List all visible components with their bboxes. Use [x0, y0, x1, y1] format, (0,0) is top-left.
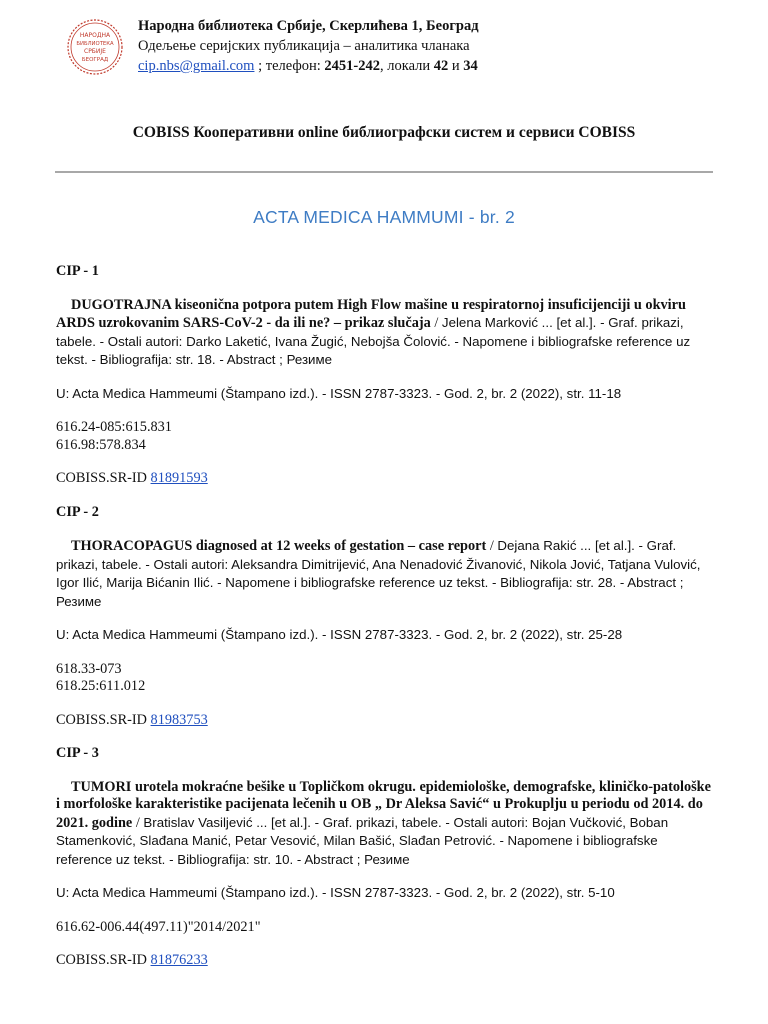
- header-text: [138, 16, 718, 76]
- udc-code: 616.98:578.834: [56, 436, 146, 453]
- phone-number: 2451-242: [324, 58, 381, 74]
- department-name: Одељење серијских публикација – аналитика чланака: [138, 38, 470, 54]
- record-description: DUGOTRAJNA kiseonična potpora putem High Flow mašine u respiratornoj insuficijenciji u okviru ARDS uzrokovanim SARS-CoV-2 - da ili ne? – prikaz slučaja / Jelena Marković ... [et al.]. - Graf. prikazi, tabele. - Ostali autori: Darko Laketić, Ivana Žugić, Nebojša Čolović. - Napomene i bibliografske reference uz tekst. - Bibliografija: str. 18. - Abstract ; Резиме: [56, 296, 691, 367]
- udc-codes: [56, 919, 712, 937]
- contact-line: cip.nbs@gmail.com ; телефон: 2451-242, локали 42 и 34: [138, 58, 478, 74]
- record-title: DUGOTRAJNA kiseonična potpora putem High Flow mašine u respiratornoj insuficijenciji u okviru ARDS uzrokovanim SARS-CoV-2 - da ili ne? – prikaz slučaja: [56, 296, 686, 331]
- cobiss-id: COBISS.SR-ID 81891593: [56, 470, 208, 486]
- record-title: TUMORI urotela mokraćne bešike u Topličkom okrugu. epidemiološke, demografske, kliničko-patološke i morfološke karakteristike pacijenata lečenih u OB „ Dr Aleksa Savić“ u Prokuplju u periodu od 2014. do 2021. godine: [56, 778, 711, 831]
- udc-code: 616.62-006.44(497.11)"2014/2021": [56, 918, 261, 935]
- record-source: U: Acta Medica Hammeumi (Štampano izd.). - ISSN 2787-3323. - God. 2, br. 2 (2022), str. 11-18: [56, 385, 622, 401]
- divider: [55, 171, 713, 173]
- cobiss-title: COBISS Кооперативни online библиографски систем и сервиси COBISS: [132, 124, 636, 141]
- record-item: [56, 504, 712, 730]
- email-link[interactable]: cip.nbs@gmail.com: [138, 58, 255, 74]
- udc-codes: [56, 661, 712, 696]
- cobiss-id-link[interactable]: 81983753: [150, 711, 208, 728]
- record-item: [56, 745, 712, 970]
- udc-code: 616.24-085:615.831: [56, 419, 172, 435]
- records-list: [56, 263, 712, 986]
- library-logo-icon: [66, 18, 124, 76]
- cip-heading: CIP - 3: [56, 745, 99, 761]
- cobiss-id: COBISS.SR-ID 81983753: [56, 711, 208, 728]
- library-header: [64, 14, 724, 78]
- record-description: THORACOPAGUS diagnosed at 12 weeks of gestation – case report / Dejana Rakić ... [et al.]. - Graf. prikazi, tabele. - Ostali autori: Aleksandra Dimitrijević, Ana Nenadović Živanović, Nikola Jović, Tatjana Vulović, Igor Ilić, Marija Bićanin Ilić. - Napomene i bibliografske reference uz tekst. - Bibliografija: str. 28. - Abstract ; Резиме: [56, 538, 701, 609]
- record-description: TUMORI urotela mokraćne bešike u Topličkom okrugu. epidemiološke, demografske, kliničko-patološke i morfološke karakteristike pacijenata lečenih u OB „ Dr Aleksa Savić“ u Prokuplju u periodu od 2014. do 2021. godine / Bratislav Vasiljević ... [et al.]. - Graf. prikazi, tabele. - Ostali autori: Bojan Vučković, Boban Stamenković, Slađana Manić, Petar Vesović, Milan Bašić, Slađan Petrović. - Napomene i bibliografske reference uz tekst. - Bibliografija: str. 10. - Abstract ; Резиме: [56, 778, 711, 867]
- record-source: U: Acta Medica Hammeumi (Štampano izd.). - ISSN 2787-3323. - God. 2, br. 2 (2022), str. 25-28: [56, 627, 623, 642]
- record-details: Bratislav Vasiljević ... [et al.]. - Graf. prikazi, tabele. - Ostali autori: Bojan Vučković, Boban Stamenković, Slađana Manić, Petar Vesović, Milan Bašić, Slađan Petrović. - Napomene i bibliografske reference uz tekst. - Bibliografija: str. 10. - Abstract ; Резиме: [56, 814, 669, 867]
- udc-codes: [56, 419, 712, 454]
- record-details: Jelena Marković ... [et al.]. - Graf. prikazi, tabele. - Ostali autori: Darko Laketić, Ivana Žugić, Nebojša Čolović. - Napomene i bibliografske reference uz tekst. - Bibliografija: str. 18. - Abstract ; Резиме: [56, 315, 691, 367]
- record-details: Dejana Rakić ... [et al.]. - Graf. prikazi, tabele. - Ostali autori: Aleksandra Dimitrijević, Ana Nenadović Živanović, Nikola Jović, Tatjana Vulović, Igor Ilić, Marija Bićanin Ilić. - Napomene i bibliografske reference uz tekst. - Bibliografija: str. 28. - Abstract ; Резиме: [56, 538, 701, 609]
- record-source: U: Acta Medica Hammeumi (Štampano izd.). - ISSN 2787-3323. - God. 2, br. 2 (2022), str. 5-10: [56, 885, 615, 900]
- udc-code: 618.25:611.012: [56, 678, 146, 694]
- cip-heading: CIP - 2: [56, 503, 99, 520]
- svg-text:БЕОГРАД: БЕОГРАД: [81, 57, 109, 63]
- cobiss-id: COBISS.SR-ID 81876233: [56, 952, 208, 968]
- cobiss-id-link[interactable]: 81876233: [150, 952, 208, 968]
- record-title: THORACOPAGUS diagnosed at 12 weeks of gestation – case report: [71, 538, 487, 554]
- cip-heading: CIP - 1: [56, 263, 99, 279]
- record-item: [56, 263, 712, 488]
- udc-code: 618.33-073: [56, 660, 122, 677]
- svg-text:СРБИЈЕ: СРБИЈЕ: [84, 48, 106, 55]
- cobiss-id-link[interactable]: 81891593: [150, 470, 208, 486]
- svg-text:НАРОДНА: НАРОДНА: [79, 32, 111, 39]
- journal-title: ACTA MEDICA HAMMUMI - br. 2: [253, 207, 515, 227]
- svg-text:БИБЛИОТЕКА: БИБЛИОТЕКА: [76, 41, 114, 47]
- library-address: Народна библиотека Србије, Скерлићева 1, Београд: [138, 18, 479, 34]
